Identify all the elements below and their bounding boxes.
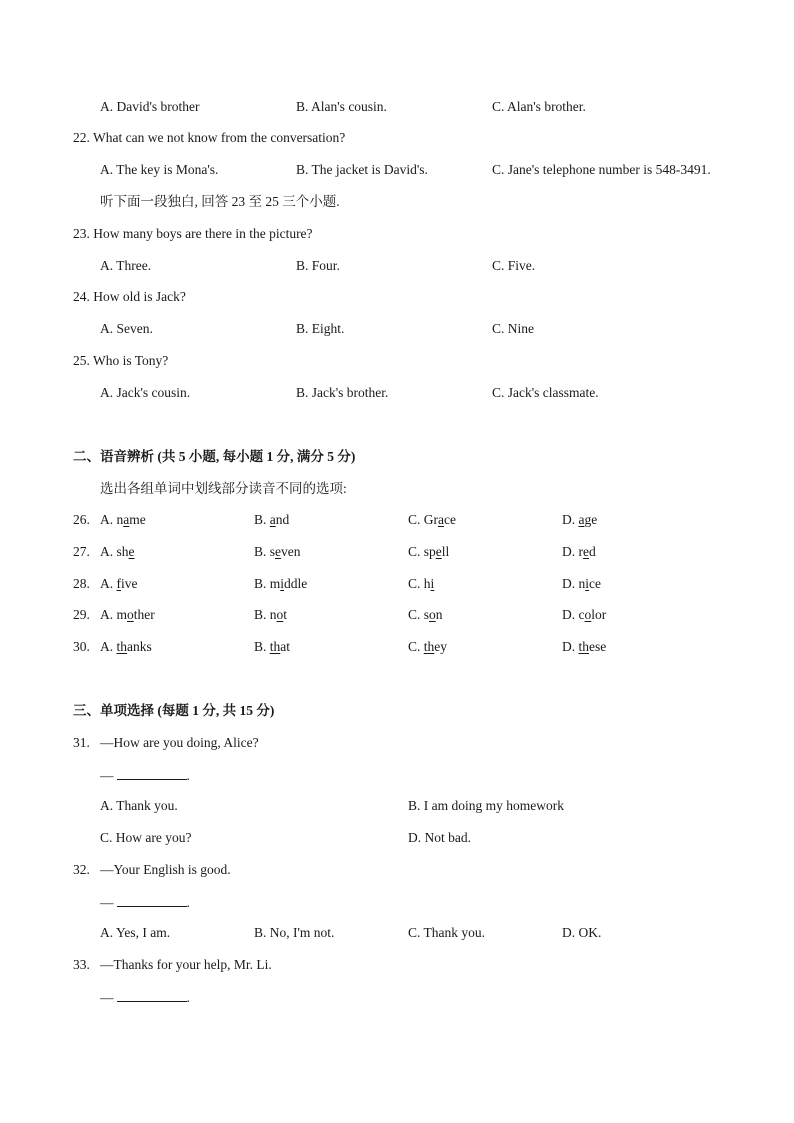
phonetics-q29-option-a: [100, 606, 155, 624]
q22-option-c: C. Jane's telephone number is 548-3491.: [492, 162, 711, 177]
underlined-letters: i: [280, 576, 285, 591]
q21-option-a: A. David's brother: [100, 99, 200, 114]
q32-answer-blank: [117, 893, 187, 907]
underlined-letters: i: [430, 576, 435, 591]
option-suffix: ge: [584, 512, 598, 527]
q31-option-d: D. Not bad.: [408, 830, 471, 845]
option-prefix: B. s: [254, 544, 276, 559]
q21-option-b: B. Alan's cousin.: [296, 99, 387, 114]
phonetics-q28-number: 28.: [73, 576, 90, 591]
q24-stem: 24. How old is Jack?: [73, 289, 186, 304]
option-prefix: A. m: [100, 607, 127, 622]
q32-option-d: D. OK.: [562, 925, 602, 940]
q31-option-b: B. I am doing my homework: [408, 798, 564, 813]
q31-number: 31.: [73, 735, 90, 750]
q31-option-a: A. Thank you.: [100, 798, 178, 813]
q23-option-b: B. Four.: [296, 258, 340, 273]
option-prefix: C. h: [408, 576, 431, 591]
q25-option-b: B. Jack's brother.: [296, 385, 389, 400]
phonetics-q29-option-c: [408, 606, 443, 624]
q23-option-c: C. Five.: [492, 258, 536, 273]
phonetics-q27-option-c: [408, 543, 449, 561]
option-suffix: ce: [589, 576, 601, 591]
option-suffix: nd: [275, 512, 290, 527]
q31-answer-blank: [117, 766, 187, 780]
option-suffix: ll: [441, 544, 450, 559]
option-suffix: t: [283, 607, 288, 622]
option-suffix: me: [129, 512, 146, 527]
option-prefix: A. n: [100, 512, 124, 527]
underlined-letters: e: [275, 544, 282, 559]
option-prefix: D.: [562, 639, 579, 654]
underlined-letters: a: [123, 512, 130, 527]
phonetics-q30-option-b: [254, 638, 290, 656]
q32-reply-dash: —: [100, 895, 114, 910]
q32-option-a: A. Yes, I am.: [100, 925, 171, 940]
q24-option-b: B. Eight.: [296, 321, 345, 336]
q25-option-c: C. Jack's classmate.: [492, 385, 599, 400]
underlined-letters: e: [583, 544, 589, 559]
phonetics-q26-option-b: [254, 511, 289, 529]
underlined-letters: th: [269, 639, 281, 654]
underlined-letters: i: [585, 576, 590, 591]
phonetics-q27-number: 27.: [73, 544, 90, 559]
option-suffix: anks: [127, 639, 152, 654]
underlined-letters: e: [435, 544, 442, 559]
option-suffix: ce: [444, 512, 456, 527]
underlined-letters: o: [584, 607, 592, 622]
phonetics-q26-number: 26.: [73, 512, 90, 527]
q23-stem: 23. How many boys are there in the picture?: [73, 226, 313, 241]
underlined-letters: o: [127, 607, 134, 622]
q32-reply-line: — .: [100, 895, 190, 910]
q33-number: 33.: [73, 957, 90, 972]
q31-option-c: C. How are you?: [100, 830, 192, 845]
phonetics-q30-number: 30.: [73, 639, 90, 654]
option-suffix: at: [280, 639, 291, 654]
q24-option-c: C. Nine: [492, 321, 534, 336]
option-suffix: ese: [589, 639, 607, 654]
phonetics-q26-option-d: [562, 511, 597, 529]
underlined-letters: o: [429, 607, 436, 622]
phonetics-q29-option-d: [562, 606, 606, 624]
q32-stem: —Your English is good.: [100, 862, 231, 877]
underlined-letters: th: [116, 639, 128, 654]
option-prefix: A.: [100, 639, 117, 654]
phonetics-q26-option-c: [408, 511, 456, 529]
q31-reply-dash: —: [100, 768, 114, 783]
underlined-letters: a: [578, 512, 585, 527]
underlined-letters: th: [578, 639, 590, 654]
option-suffix: ddle: [284, 576, 308, 591]
option-suffix: d: [589, 544, 596, 559]
phonetics-q30-option-c: [408, 638, 447, 656]
option-prefix: D. c: [562, 607, 585, 622]
phonetics-q26-option-a: [100, 511, 146, 529]
q24-option-a: A. Seven.: [100, 321, 153, 336]
option-prefix: B.: [254, 512, 270, 527]
phonetics-q27-option-b: [254, 543, 301, 561]
q22-option-a: A. The key is Mona's.: [100, 162, 219, 177]
phonetics-q28-option-d: [562, 575, 601, 593]
q25-option-a: A. Jack's cousin.: [100, 385, 191, 400]
option-suffix: ive: [121, 576, 138, 591]
section-3-title: 三、单项选择 (每题 1 分, 共 15 分): [73, 703, 275, 718]
section-2-title: 二、语音辨析 (共 5 小题, 每小题 1 分, 满分 5 分): [73, 449, 356, 464]
option-prefix: A. sh: [100, 544, 129, 559]
option-prefix: B.: [254, 639, 270, 654]
q33-reply-dash: —: [100, 990, 114, 1005]
phonetics-q30-option-a: [100, 638, 152, 656]
phonetics-q28-option-a: [100, 575, 138, 593]
option-suffix: ey: [434, 639, 448, 654]
q33-stem: —Thanks for your help, Mr. Li.: [100, 957, 272, 972]
q22-option-b: B. The jacket is David's.: [296, 162, 428, 177]
option-suffix: ther: [133, 607, 155, 622]
section-2-instruction: 选出各组单词中划线部分读音不同的选项:: [100, 481, 347, 496]
q33-reply-line: — .: [100, 990, 190, 1005]
phonetics-q27-option-d: [562, 543, 596, 561]
q21-option-c: C. Alan's brother.: [492, 99, 586, 114]
q32-number: 32.: [73, 862, 90, 877]
option-prefix: C. sp: [408, 544, 436, 559]
underlined-letters: a: [269, 512, 276, 527]
option-prefix: B. m: [254, 576, 281, 591]
option-suffix: lor: [591, 607, 607, 622]
phonetics-q27-option-a: [100, 543, 135, 561]
q31-reply-line: — .: [100, 768, 190, 783]
phonetics-q28-option-b: [254, 575, 307, 593]
q33-answer-blank: [117, 988, 187, 1002]
option-suffix: ven: [281, 544, 301, 559]
option-prefix: D. n: [562, 576, 586, 591]
q32-option-b: B. No, I'm not.: [254, 925, 335, 940]
option-prefix: B. n: [254, 607, 277, 622]
phonetics-q29-number: 29.: [73, 607, 90, 622]
underlined-letters: e: [128, 544, 135, 559]
underlined-letters: a: [438, 512, 444, 527]
phonetics-q28-option-c: [408, 575, 434, 593]
phonetics-q30-option-d: [562, 638, 606, 656]
option-prefix: A.: [100, 576, 117, 591]
option-prefix: C.: [408, 639, 424, 654]
q32-option-c: C. Thank you.: [408, 925, 485, 940]
underlined-letters: f: [116, 576, 121, 591]
q25-stem: 25. Who is Tony?: [73, 353, 169, 368]
monologue-note: 听下面一段独白, 回答 23 至 25 三个小题.: [100, 194, 340, 209]
q22-stem: 22. What can we not know from the conversation?: [73, 130, 346, 145]
phonetics-q29-option-b: [254, 606, 287, 624]
option-prefix: D.: [562, 512, 579, 527]
option-prefix: C. s: [408, 607, 430, 622]
option-prefix: D. r: [562, 544, 583, 559]
q23-option-a: A. Three.: [100, 258, 152, 273]
q31-stem: —How are you doing, Alice?: [100, 735, 259, 750]
underlined-letters: o: [276, 607, 284, 622]
option-prefix: C. Gr: [408, 512, 438, 527]
underlined-letters: th: [423, 639, 435, 654]
option-suffix: n: [435, 607, 443, 622]
